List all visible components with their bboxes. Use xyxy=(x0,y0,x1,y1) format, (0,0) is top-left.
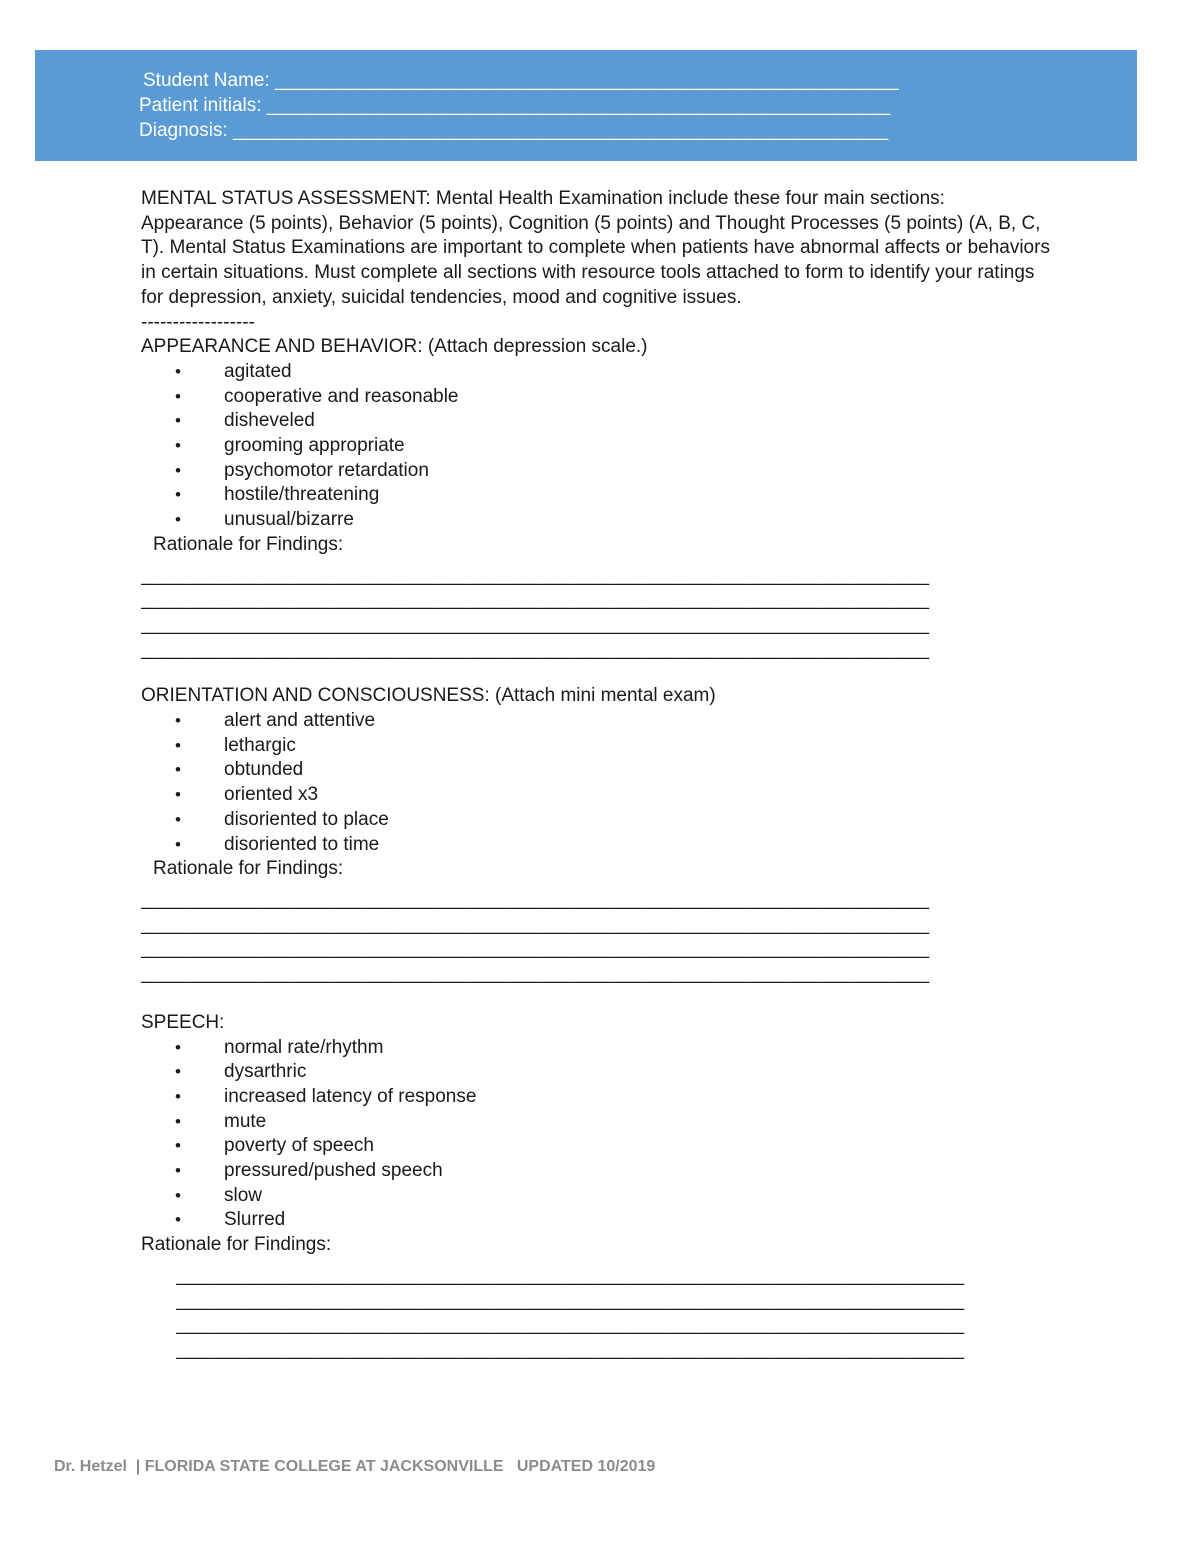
list-item[interactable]: • lethargic xyxy=(141,734,1061,759)
rationale-label: Rationale for Findings: xyxy=(153,858,344,880)
list-item[interactable]: • psychomotor retardation xyxy=(141,459,1061,484)
blank-line[interactable]: ____________________________________________________________________________ xyxy=(141,963,929,985)
section-title: APPEARANCE AND BEHAVIOR: (Attach depression scale.) xyxy=(141,336,648,358)
blank-line[interactable]: ____________________________________________________________________________ xyxy=(141,913,929,935)
header-banner xyxy=(35,50,1137,161)
blank-line[interactable]: ____________________________________________________________________________ xyxy=(141,638,929,660)
list-item[interactable]: • hostile/threatening xyxy=(141,483,1061,508)
bullet-icon: • xyxy=(175,485,181,505)
bullet-icon: • xyxy=(175,735,181,755)
bullet-icon: • xyxy=(175,760,181,780)
list-item[interactable]: • dysarthric xyxy=(141,1060,1061,1085)
bullet-icon: • xyxy=(175,510,181,530)
list-item[interactable]: • pressured/pushed speech xyxy=(141,1159,1061,1184)
blank-line[interactable]: ____________________________________________________________________________ xyxy=(141,589,929,611)
list-item[interactable]: • unusual/bizarre xyxy=(141,508,1061,533)
diagnosis-field[interactable]: Diagnosis: ______________________________________________________________ xyxy=(139,120,889,141)
section-title: ORIENTATION AND CONSCIOUSNESS: (Attach mini mental exam) xyxy=(141,685,716,707)
list-item[interactable]: • increased latency of response xyxy=(141,1085,1061,1110)
list-item[interactable]: • normal rate/rhythm xyxy=(141,1036,1061,1061)
blank-line[interactable]: ____________________________________________________________________________ xyxy=(176,1338,964,1360)
section-appearance-behavior xyxy=(141,335,1061,662)
patient-initials-field[interactable]: Patient initials: ___________________________________________________________ xyxy=(139,95,891,116)
section-title: SPEECH: xyxy=(141,1011,225,1033)
student-name-field[interactable]: Student Name: ___________________________________________________________ xyxy=(143,70,899,91)
bullet-icon: • xyxy=(175,436,181,456)
list-item[interactable]: • Slurred xyxy=(141,1208,1061,1233)
bullet-icon: • xyxy=(175,411,181,431)
list-item[interactable]: • disoriented to time xyxy=(141,833,1061,858)
bullet-icon: • xyxy=(175,460,181,480)
section-orientation-consciousness xyxy=(141,684,1061,986)
bullet-icon: • xyxy=(175,1136,181,1156)
blank-line[interactable]: ____________________________________________________________________________ xyxy=(141,613,929,635)
bullet-icon: • xyxy=(175,1062,181,1082)
rationale-label: Rationale for Findings: xyxy=(153,533,344,555)
bullet-icon: • xyxy=(175,711,181,731)
blank-line[interactable]: ____________________________________________________________________________ xyxy=(176,1314,964,1336)
rationale-label: Rationale for Findings: xyxy=(141,1234,332,1256)
list-item[interactable]: • cooperative and reasonable xyxy=(141,385,1061,410)
bullet-icon: • xyxy=(175,834,181,854)
bullet-icon: • xyxy=(175,1161,181,1181)
option-list xyxy=(141,1036,1061,1234)
list-item[interactable]: • disoriented to place xyxy=(141,808,1061,833)
bullet-icon: • xyxy=(175,1210,181,1230)
intro-paragraph: MENTAL STATUS ASSESSMENT: Mental Health Examination include these four main sections: Appearance (5 points), Behavior (5 points), Cognition (5 points) and Thought Processes (5 points) (A, B, C, T). Mental Status Examinations are important to complete when patients have abnormal affects or behaviors in certain situations. Must complete all sections with resource tools attached to form to identify your ratings for depression, anxiety, suicidal tendencies, mood and cognitive issues. xyxy=(141,188,1050,308)
bullet-icon: • xyxy=(175,1037,181,1057)
blank-line[interactable]: ____________________________________________________________________________ xyxy=(141,564,929,586)
list-item[interactable]: • obtunded xyxy=(141,758,1061,783)
option-list xyxy=(141,360,1061,533)
list-item[interactable]: • slow xyxy=(141,1184,1061,1209)
bullet-icon: • xyxy=(175,386,181,406)
blank-line[interactable]: ____________________________________________________________________________ xyxy=(141,888,929,910)
bullet-icon: • xyxy=(175,1185,181,1205)
list-item[interactable]: • alert and attentive xyxy=(141,709,1061,734)
rationale-lines[interactable] xyxy=(141,1264,1061,1363)
bullet-icon: • xyxy=(175,809,181,829)
page-footer: Dr. Hetzel | FLORIDA STATE COLLEGE AT JACKSONVILLE UPDATED 10/2019 xyxy=(54,1458,656,1475)
list-item[interactable]: • mute xyxy=(141,1110,1061,1135)
rationale-lines[interactable] xyxy=(141,888,1061,987)
rationale-lines[interactable] xyxy=(141,564,1061,663)
option-list xyxy=(141,709,1061,857)
list-item[interactable]: • oriented x3 xyxy=(141,783,1061,808)
bullet-icon: • xyxy=(175,785,181,805)
bullet-icon: • xyxy=(175,1111,181,1131)
bullet-icon: • xyxy=(175,1086,181,1106)
blank-line[interactable]: ____________________________________________________________________________ xyxy=(176,1264,964,1286)
section-speech xyxy=(141,1011,1061,1363)
list-item[interactable]: • agitated xyxy=(141,360,1061,385)
blank-line[interactable]: ____________________________________________________________________________ xyxy=(176,1289,964,1311)
bullet-icon: • xyxy=(175,361,181,381)
blank-line[interactable]: ____________________________________________________________________________ xyxy=(141,938,929,960)
list-item[interactable]: • grooming appropriate xyxy=(141,434,1061,459)
separator: ------------------ xyxy=(141,311,255,333)
list-item[interactable]: • poverty of speech xyxy=(141,1134,1061,1159)
form-body xyxy=(141,187,1061,1363)
list-item[interactable]: • disheveled xyxy=(141,409,1061,434)
